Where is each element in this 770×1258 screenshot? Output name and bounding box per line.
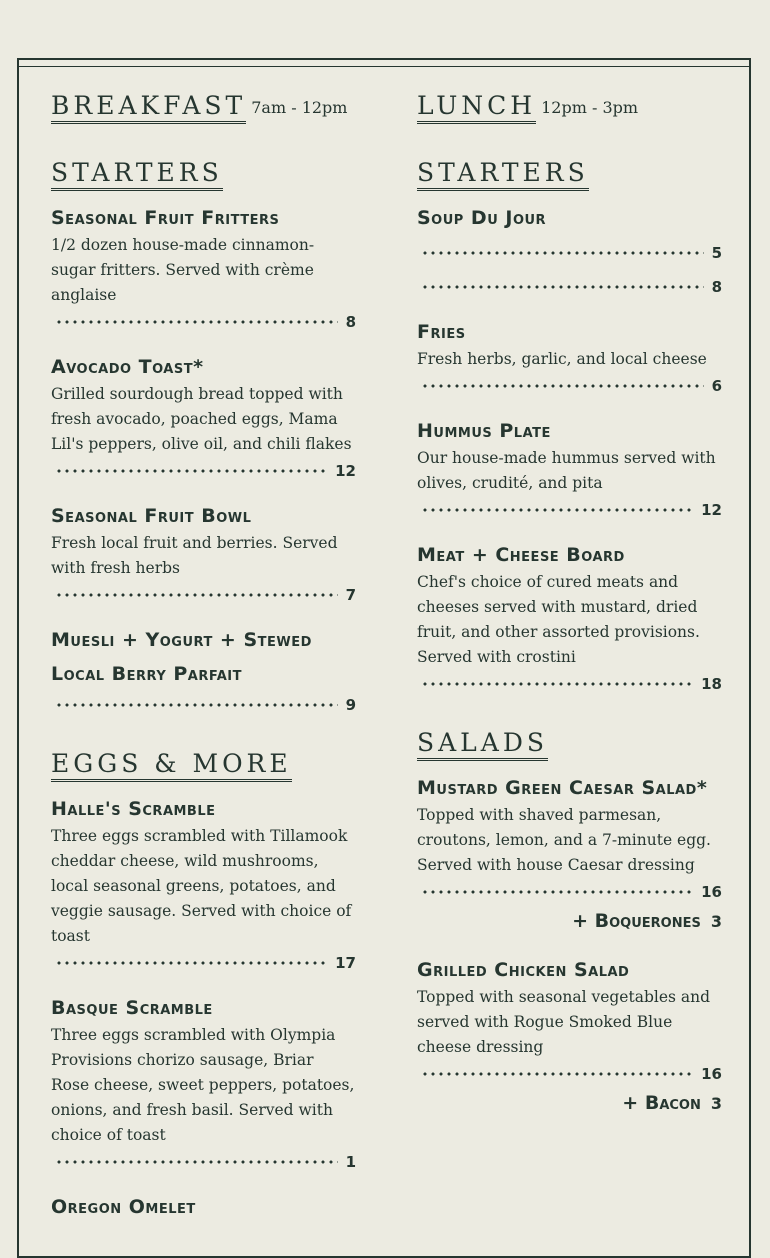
- breakfast-column: [51, 88, 356, 1238]
- addon-row: [417, 1086, 722, 1121]
- menu-item: [51, 499, 356, 609]
- lunch-salads: [417, 728, 722, 1121]
- dot-leader: [421, 251, 704, 255]
- price-row: [417, 878, 722, 906]
- dot-leader: [55, 703, 338, 707]
- dot-leader: [421, 285, 704, 289]
- breakfast-eggs: [51, 749, 356, 1224]
- price-row: [51, 308, 356, 336]
- item-description: Topped with seasonal vegetables and served with Rogue Smoked Blue cheese dressing: [417, 988, 711, 1056]
- dot-leader: [55, 320, 338, 324]
- item-description: Fresh local fruit and berries. Served with fresh herbs: [51, 534, 338, 577]
- item-price: 7: [345, 586, 356, 604]
- item-name: Oregon Omelet: [51, 1196, 196, 1218]
- item-description: Topped with shaved parmesan, croutons, lemon, and a 7-minute egg. Served with house Caesar dressing: [417, 806, 711, 874]
- item-description: Grilled sourdough bread topped with fresh avocado, poached eggs, Mama Lil's peppers, olive oil, and chili flakes: [51, 385, 352, 453]
- item-name: Muesli + Yogurt + Stewed Local Berry Parfait: [51, 629, 312, 685]
- item-name: Basque Scramble: [51, 997, 213, 1019]
- price-row: [51, 581, 356, 609]
- addon-name: + Boquerones: [572, 910, 701, 932]
- price-row: [51, 691, 356, 719]
- price-row: [51, 457, 356, 485]
- price-row: [417, 273, 722, 301]
- item-name: Soup Du Jour: [417, 207, 547, 229]
- menu-item: [417, 953, 722, 1121]
- lunch-title: LUNCH: [417, 91, 536, 124]
- dot-leader: [421, 682, 693, 686]
- price-row: [51, 1148, 356, 1176]
- price-row: [417, 372, 722, 400]
- breakfast-hours: 7am - 12pm: [251, 98, 348, 117]
- dot-leader: [55, 961, 327, 965]
- lunch-column: [417, 88, 722, 1135]
- item-name: Avocado Toast*: [51, 356, 204, 378]
- menu-item: [51, 792, 356, 977]
- item-name: Fries: [417, 321, 466, 343]
- item-name: Seasonal Fruit Fritters: [51, 207, 280, 229]
- section-title: EGGS & MORE: [51, 749, 292, 782]
- menu-item: [51, 623, 356, 719]
- item-price: 8: [345, 313, 356, 331]
- dot-leader: [421, 890, 693, 894]
- price-row: [417, 496, 722, 524]
- dot-leader: [55, 593, 338, 597]
- menu-item: [417, 315, 722, 400]
- item-price: 1: [345, 1153, 356, 1171]
- item-description: Three eggs scrambled with Olympia Provisions chorizo sausage, Briar Rose cheese, sweet peppers, potatoes, onions, and fresh basil. Served with choice of toast: [51, 1026, 355, 1144]
- item-description: Our house-made hummus served with olives, crudité, and pita: [417, 449, 716, 492]
- breakfast-header: [51, 88, 356, 124]
- menu-item: [417, 538, 722, 698]
- item-description: 1/2 dozen house-made cinnamon-sugar fritters. Served with crème anglaise: [51, 236, 315, 304]
- item-name: Mustard Green Caesar Salad*: [417, 777, 708, 799]
- menu-item: [51, 350, 356, 485]
- menu-item: [417, 771, 722, 939]
- lunch-hours: 12pm - 3pm: [541, 98, 639, 117]
- item-name: Meat + Cheese Board: [417, 544, 625, 566]
- item-price: 12: [335, 462, 356, 480]
- item-price: 16: [701, 883, 722, 901]
- frame-rule: [17, 66, 751, 67]
- item-price: 6: [711, 377, 722, 395]
- addon-price: 3: [710, 912, 722, 931]
- item-description: Chef's choice of cured meats and cheeses served with mustard, dried fruit, and other assorted provisions. Served with crostini: [417, 573, 700, 666]
- item-description: Three eggs scrambled with Tillamook cheddar cheese, wild mushrooms, local seasonal greens, potatoes, and veggie sausage. Served with choice of toast: [51, 827, 352, 945]
- item-name: Grilled Chicken Salad: [417, 959, 630, 981]
- item-price: 12: [701, 501, 722, 519]
- item-name: Seasonal Fruit Bowl: [51, 505, 252, 527]
- lunch-header: [417, 88, 722, 124]
- price-row: [417, 670, 722, 698]
- section-title: STARTERS: [51, 158, 223, 191]
- dot-leader: [55, 1160, 338, 1164]
- breakfast-starters: [51, 158, 356, 719]
- lunch-starters: [417, 158, 722, 698]
- menu-item: [417, 414, 722, 524]
- item-price: 17: [335, 954, 356, 972]
- dot-leader: [421, 508, 693, 512]
- price-row: [51, 949, 356, 977]
- item-price: 5: [711, 244, 722, 262]
- breakfast-title: BREAKFAST: [51, 91, 246, 124]
- item-name: Halle's Scramble: [51, 798, 216, 820]
- item-price: 9: [345, 696, 356, 714]
- addon-row: [417, 904, 722, 939]
- dot-leader: [421, 384, 704, 388]
- item-price: 18: [701, 675, 722, 693]
- menu-item: [51, 991, 356, 1176]
- menu-item: [51, 201, 356, 336]
- item-name: Hummus Plate: [417, 420, 551, 442]
- item-price: 16: [701, 1065, 722, 1083]
- section-title: STARTERS: [417, 158, 589, 191]
- menu-item: [51, 1190, 356, 1224]
- price-row: [417, 239, 722, 267]
- price-row: [417, 1060, 722, 1088]
- addon-price: 3: [710, 1094, 722, 1113]
- dot-leader: [421, 1072, 693, 1076]
- section-title: SALADS: [417, 728, 548, 761]
- item-description: Fresh herbs, garlic, and local cheese: [417, 350, 707, 368]
- dot-leader: [55, 469, 327, 473]
- item-price: 8: [711, 278, 722, 296]
- addon-name: + Bacon: [622, 1092, 701, 1114]
- menu-item: [417, 201, 722, 301]
